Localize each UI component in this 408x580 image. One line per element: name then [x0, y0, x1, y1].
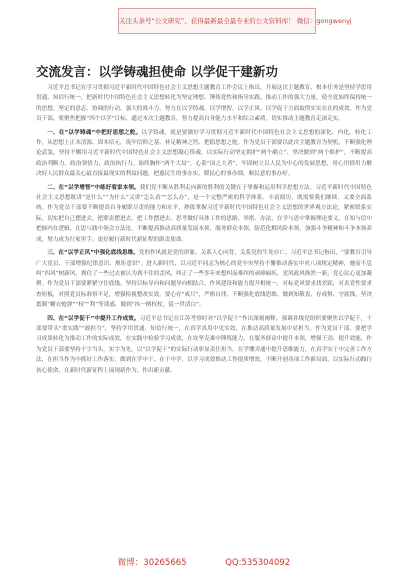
- paragraph-heading: 一、在“以学铸魂”中把好思想之舵。: [47, 129, 142, 136]
- paragraph-text: 习近平总书记在江苏考察时对“以学促干”作出深刻阐释，强调各级党组织要聚焦以学促干，干部要带头“重实践”“敢担当”，坚持学用贯通、知信行统一，在真学真用中见实效，在推动高质量发展中显担当。作为党员干部，要把学习成果转化为推动工作的实际成效，在实践中检验学习成效，在攻坚克难中锤炼能力，在服务群众中提升本领，增强干劲、提升效能。作为党员干部要坚持干字当头、实字为先，以“以学促干”的实际行动彰显责任担当。在学懂弄通中提升思维能力，在真学实干中完善工作方法，在担当作为中抓好工作落实，做到在学中干、在干中学，以学习成效推动工作提质增效，不断开创各项工作新局面，以实际行动践行初心使命，在新时代新征程上展现新作为、作出新贡献。: [36, 315, 372, 374]
- promo-banner: 关注头条号“公文研究”，获得最新最全最专业的公文资料库！ 微信：gongwenyj: [118, 8, 316, 34]
- paragraph-section-4: [36, 314, 372, 376]
- paragraph-section-2: [36, 183, 372, 245]
- paragraph-heading: 四、在“以学促干”中提升工作成效。: [47, 315, 140, 322]
- paragraph-text: 我们党不断从胜利走向新的胜利的关键在于掌握和运用科学思想方法。习近平新时代中国特色社会主义思想既讲“是什么”“为什么”又讲“怎么看”“怎么办”，是一个完整严密的科学体系。丰富阅历，既需要我们继续、又要全面系统。作为党员干部要不断提高自身履职尽责的能力和水平，熟练掌握习近平新时代中国特色社会主义思想的世界观方法论，紧密联系实际，切实把自己摆进去，把职责摆进去，把工作摆进去，思考做好具体工作的思路、举措、办法，在学与思中掌握理论要义，在知与信中把握内在逻辑，在思与践中领会方法论，不断提高推动高质量发展本领、服务群众本领、防范化解风险本领，加强斗争精神和斗争本领养成，努力成为行家里手，更好履行新时代新征程的职责使命。: [36, 184, 372, 243]
- paragraph-text: 党的作风就是党的形象，关系人心向背，关系党的生死存亡。习近平总书记指出，“要教育引导广大党员、干部增强纪律意识、规矩意识”。进入新时代，以习近平同志为核心的党中央坚持不懈推动落实中央八项规定精神，驰而不息纠“四风”树新风，刹住了一些过去被认为刹不住的歪风，纠正了一些多年来想纠而难纠的顽瘴痼疾，党风政风焕然一新，党心民心更加凝聚。作为党员干部要紧紧守住底线，坚持目标导向和问题导向相结合、作风建设和能力提升相统一，对标党风要求找差距，对表党性要求查短板，对照党员标准察不足，增强检视整改实效。要心存“戒尺”，严格自律，不断强化底线思维，做到知敬畏、存戒惧、守底线，坚决抵制“糖衣炮弹”“权”“利”等诱惑，做到“执一柄权杖，留一世清白”。: [36, 250, 372, 309]
- paragraph-section-1: [36, 128, 372, 180]
- weibo-contact: 微博：30265665: [117, 558, 187, 568]
- contact-footer: [0, 556, 408, 568]
- qq-contact: QQ:535304092: [225, 558, 291, 568]
- paragraph-text: 以学铸魂，就是要做好学习贯彻习近平新时代中国特色社会主义思想的深化、内化、转化工作，从思想上正本清源、固本培元，筑牢信仰之基、补足精神之钙、把稳思想之舵。作为党员干部要以此次主题教育为契机，不断强化理论武装，坚持不懈用习近平新时代中国特色社会主义思想凝心铸魂，以实际行动坚定拥护“两个确立”、坚决做到“两个维护”，不断提高政治判断力、政治领悟力、政治执行力。始终胸怀“两个大局”，心系“国之大者”，牢固树立以人民为中心的发展思想，用心用情用力解决好人民群众最关心最直接最现实的利益问题，把惠民生的事办实、暖民心的事办细、顺民意的事办好。: [36, 129, 372, 178]
- paragraph-section-3: [36, 248, 372, 310]
- page-title: 交流发言：以学铸魂担使命 以学促干建新功: [36, 64, 278, 79]
- paragraph-heading: 三、在“以学正风”中强化底线思维。: [47, 250, 139, 257]
- paragraph-heading: 二、在“以学增智”中练好看家本领。: [47, 184, 140, 191]
- paragraph-intro: [36, 83, 372, 125]
- document-body: [36, 83, 372, 379]
- paragraph-text: 习近平总书记在学习贯彻习近平新时代中国特色社会主义思想主题教育工作会议上指出，开展这次主题教育，根本任务是坚持学思用贯通、知信行统一，把新时代中国特色社会主义思想转化为坚定理想、锤炼党性和指导实践、推动工作的强大力量，使全党始终保持统一的思想、坚定的意志、协调的行动、强大的战斗力。努力在以学铸魂、以学增智、以学正风、以学促干方面取得实实在在的成效。作为党员干部，要聚焦把握“四个以学”目标，通过本次主题教育，努力提高自身能力水平和综合素质，切实推动主题教育走深走实。: [36, 85, 372, 123]
